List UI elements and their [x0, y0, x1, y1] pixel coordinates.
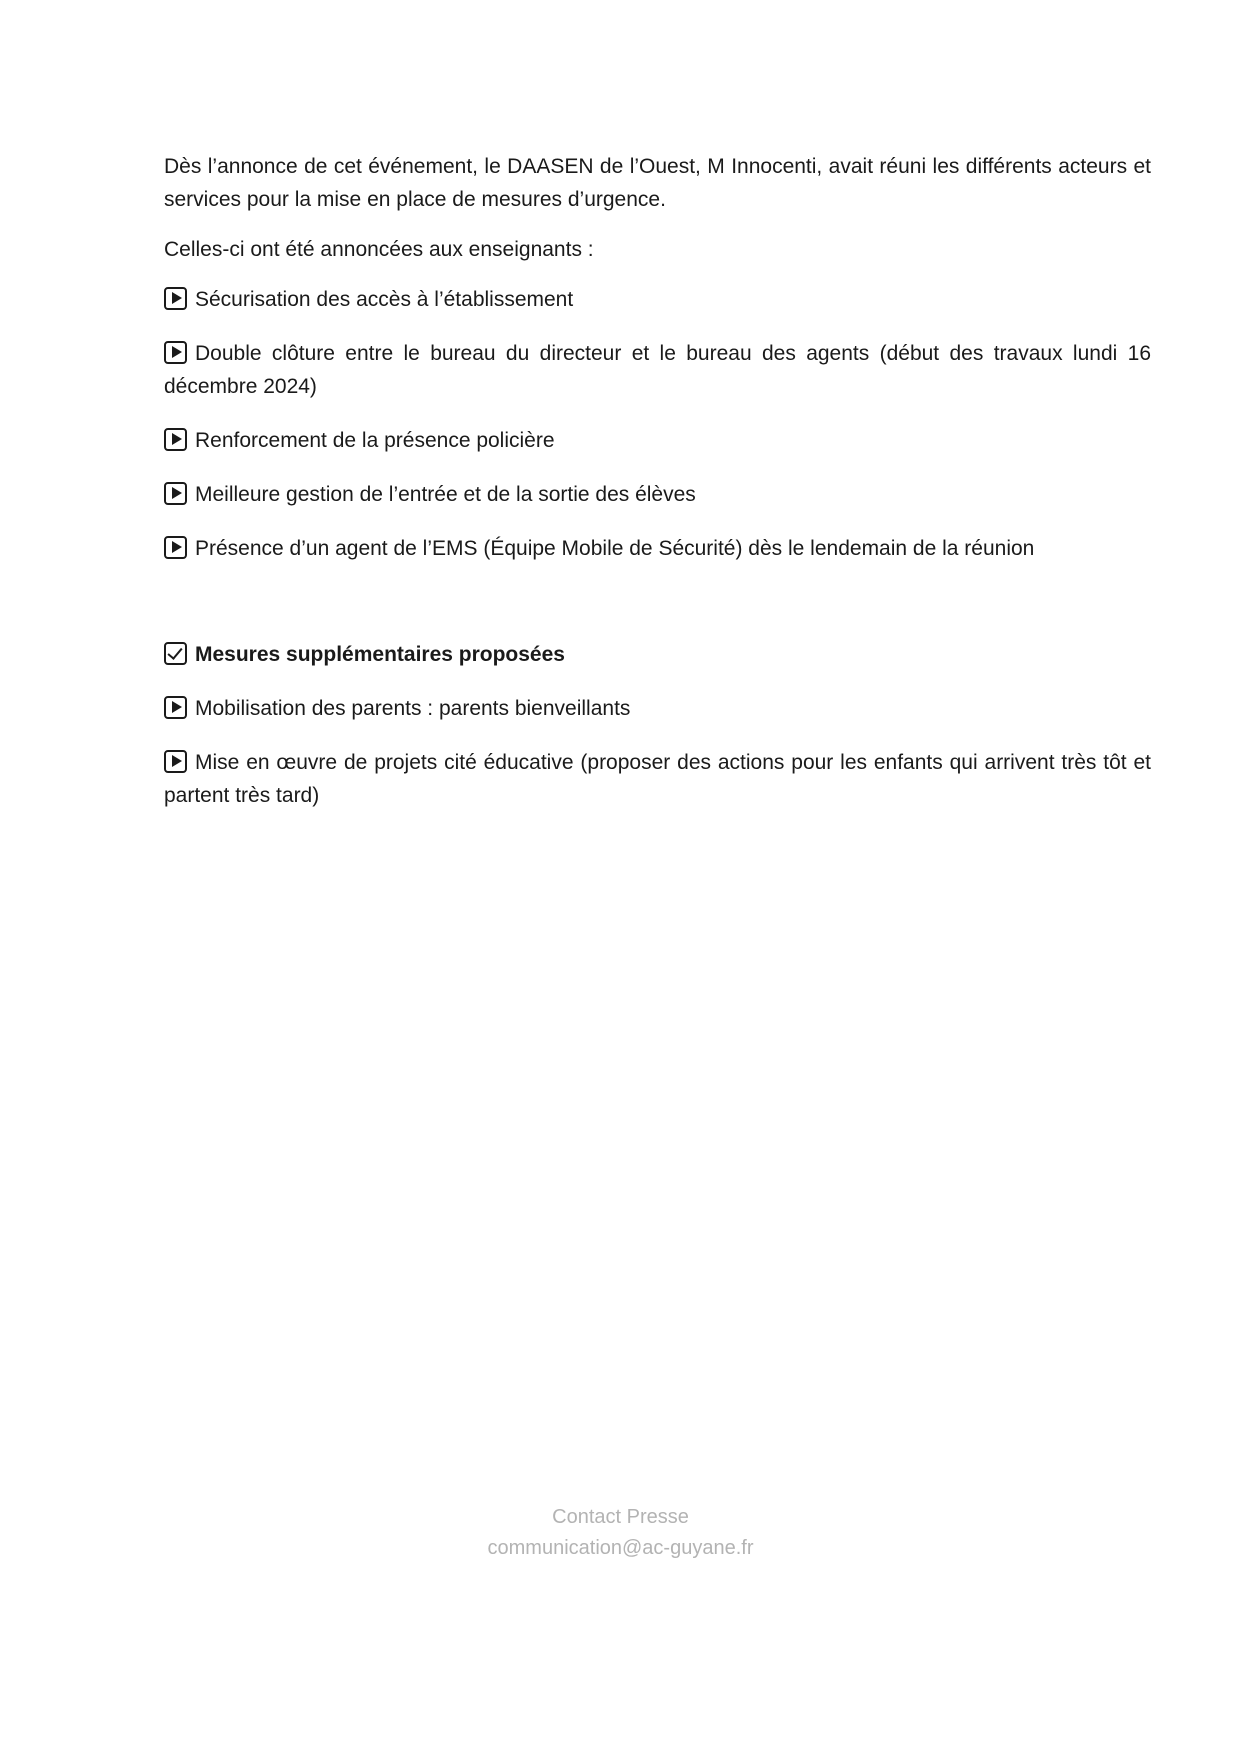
play-icon	[164, 482, 187, 505]
play-icon	[164, 428, 187, 451]
list-item-text: Sécurisation des accès à l’établissement	[195, 288, 574, 311]
press-contact-footer	[0, 1502, 1241, 1564]
list-item-text: Renforcement de la présence policière	[195, 429, 555, 452]
list-item	[164, 424, 1151, 457]
list-item-text: Double clôture entre le bureau du directeur et le bureau des agents (début des travaux lundi 16 décembre 2024)	[164, 342, 1151, 398]
section-spacer	[164, 586, 1151, 638]
document-body	[164, 150, 1151, 833]
play-icon	[164, 287, 187, 310]
intro-paragraph: Dès l’annonce de cet événement, le DAASEN de l’Ouest, M Innocenti, avait réuni les différents acteurs et services pour la mise en place de mesures d’urgence.	[164, 155, 1151, 211]
list-item	[164, 337, 1151, 403]
list-item	[164, 532, 1151, 565]
list-item	[164, 692, 1151, 725]
play-icon	[164, 341, 187, 364]
urgent-measures-list	[164, 283, 1151, 565]
section-heading-text: Mesures supplémentaires proposées	[195, 643, 565, 666]
play-icon	[164, 536, 187, 559]
play-icon	[164, 750, 187, 773]
additional-measures-list	[164, 692, 1151, 812]
list-item-text: Présence d’un agent de l’EMS (Équipe Mobile de Sécurité) dès le lendemain de la réunion	[195, 537, 1035, 560]
checkbox-icon	[164, 642, 187, 665]
intro-announcement: Celles-ci ont été annoncées aux enseignants :	[164, 238, 594, 261]
list-item-text: Mise en œuvre de projets cité éducative (proposer des actions pour les enfants qui arrivent très tôt et partent très tard)	[164, 751, 1151, 807]
list-item-text: Meilleure gestion de l’entrée et de la sortie des élèves	[195, 483, 696, 506]
list-item-text: Mobilisation des parents : parents bienveillants	[195, 697, 631, 720]
list-item	[164, 478, 1151, 511]
list-item	[164, 283, 1151, 316]
list-item	[164, 746, 1151, 812]
footer-email: communication@ac-guyane.fr	[487, 1537, 754, 1559]
play-icon	[164, 696, 187, 719]
section-heading	[164, 638, 1151, 671]
footer-label: Contact Presse	[552, 1506, 689, 1528]
